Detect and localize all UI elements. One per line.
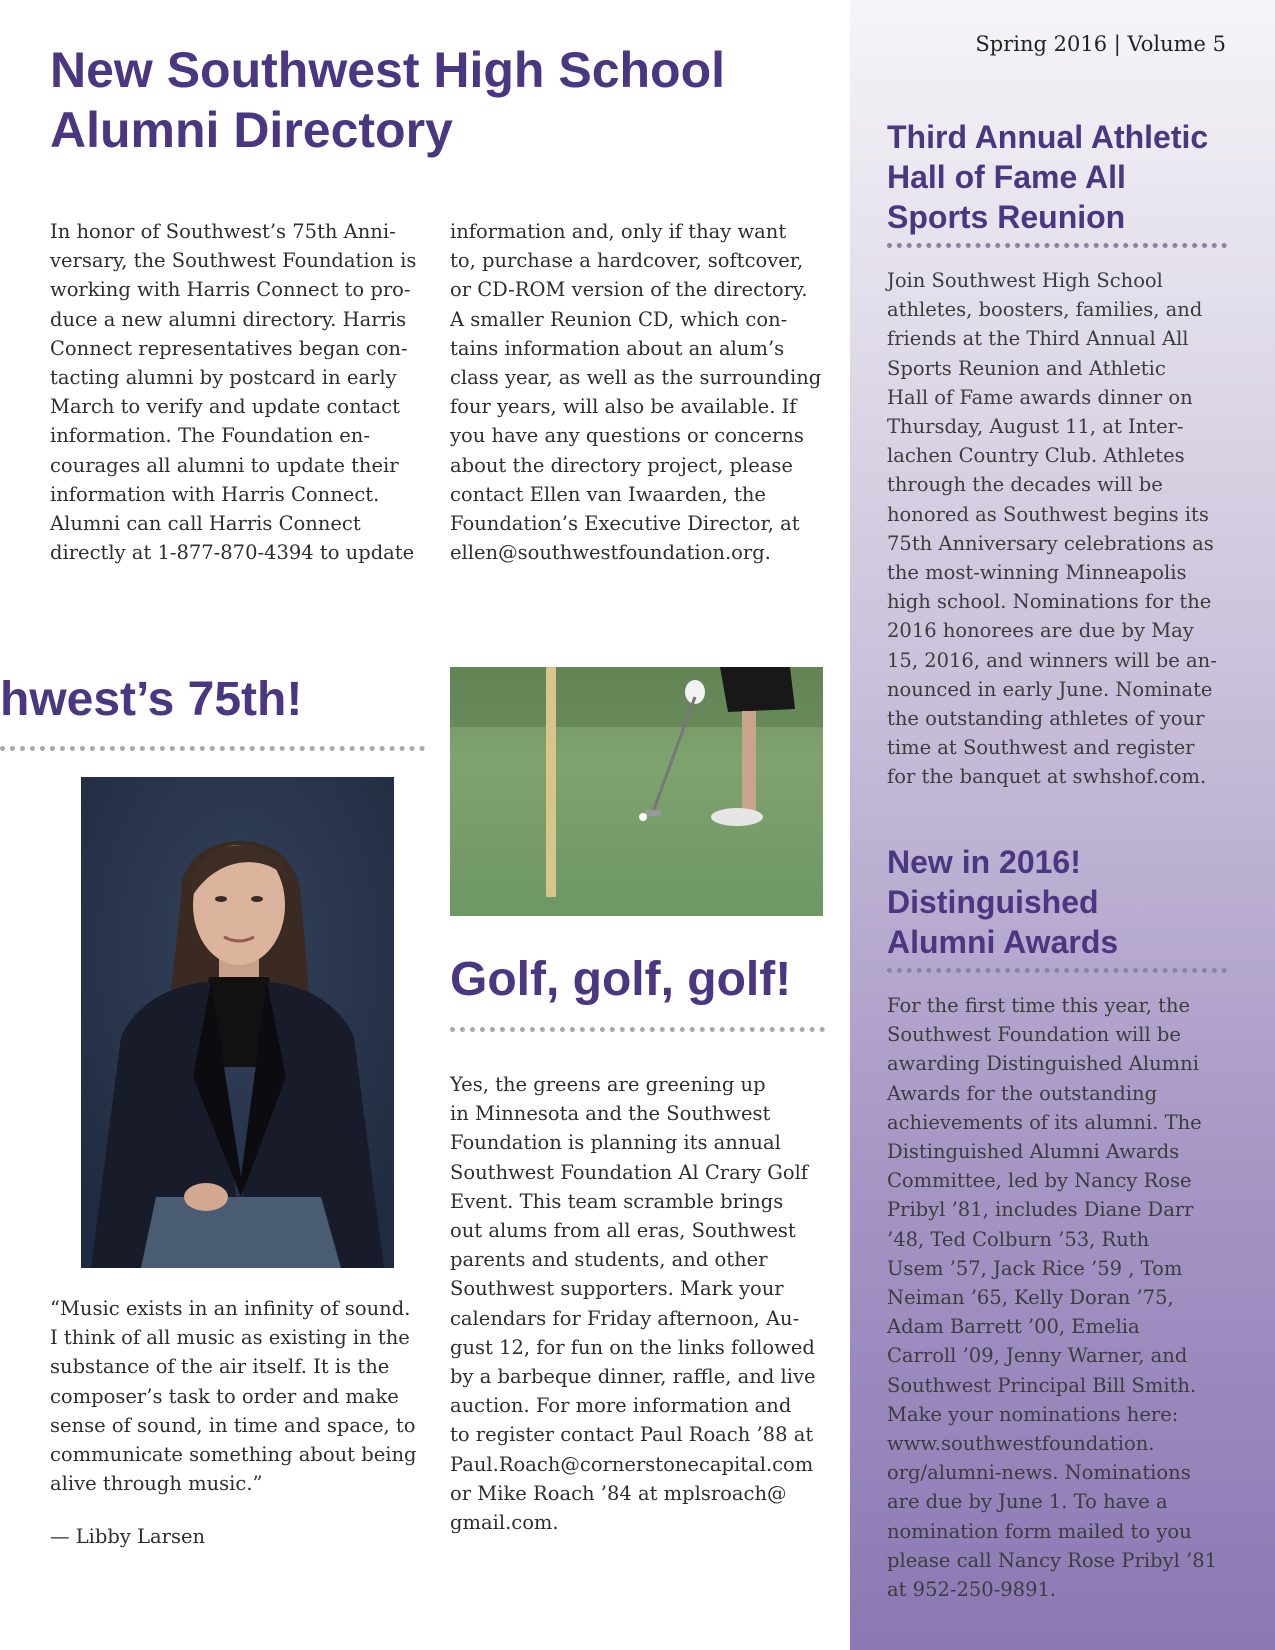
alumni-awards-headline: New in 2016! Distinguished Alumni Awards xyxy=(887,844,1119,960)
directory-column-2: information and, only if thay want to, purchase a hardcover, softcover, or CD-ROM version of the directory. A smaller Reunion CD, which con- tains information about an alum’s class year, as well as the surrounding four years, will also be available. If you have any questions or concerns about the directory project, please contact Ellen van Iwaarden, the Foundation’s Executive Director, at ellen@southwestfoundation.org. xyxy=(450,220,822,565)
directory-column-1: In honor of Southwest’s 75th Anni- versary, the Southwest Foundation is working with Harris Connect to pro- duce a new alumni directory. Harris Connect representatives began con- tacting alumni by postcard in early March to verify and update contact information. The Foundation en- courages all alumni to update their information with Harris Connect. Alumni can call Harris Connect directly at 1-877-870-4394 to update xyxy=(50,220,417,565)
golf-photo xyxy=(450,667,823,916)
hall-of-fame-body: Join Southwest High School athletes, boosters, families, and friends at the Third Annual All Sports Reunion and Athletic Hall of Fame awards dinner on Thursday, August 11, at Inter- lachen Country Club. Athletes through the decades will be honored as Southwest begins its 75th Anniversary celebrations as the most-winning Minneapolis high school. Nominations for the 2016 honorees are due by May 15, 2016, and winners will be an- nounced in early June. Nominate the outstanding athletes of your time at Southwest and register for the banquet at swhshof.com. xyxy=(887,269,1217,789)
golf-divider xyxy=(450,1027,825,1032)
issue-label: Spring 2016 | Volume 5 xyxy=(975,32,1226,56)
quote-attribution: — Libby Larsen xyxy=(50,1525,206,1548)
alumni-awards-divider xyxy=(887,968,1227,973)
hall-of-fame-divider xyxy=(887,243,1227,248)
anniversary-headline: hwest’s 75th! xyxy=(0,673,303,726)
larsen-quote: “Music exists in an infinity of sound. I think of all music as existing in the substance of the air itself. It is the composer’s task to order and make sense of sound, in time and space, to communicate something about being alive through music.” xyxy=(50,1297,417,1496)
hall-of-fame-headline: Third Annual Athletic Hall of Fame All Sports Reunion xyxy=(887,119,1209,235)
alumni-awards-body: For the first time this year, the Southwest Foundation will be awarding Distinguished Alumni Awards for the outstanding achievements of its alumni. The Distinguished Alumni Awards Committee, led by Nancy Rose Pribyl ’81, includes Diane Darr ’48, Ted Colburn ’53, Ruth Usem ’57, Jack Rice ’59 , Tom Neiman ’65, Kelly Doran ’75, Adam Barrett ’00, Emelia Carroll ’09, Jenny Warner, and Southwest Principal Bill Smith. Make your nominations here: www.southwestfoundation. org/alumni-news. Nominations are due by June 1. To have a nomination form mailed to you please call Nancy Rose Pribyl ’81 at 952-250-9891. xyxy=(887,994,1218,1602)
golf-headline: Golf, golf, golf! xyxy=(450,953,792,1006)
libby-larsen-portrait xyxy=(81,777,394,1268)
golf-body: Yes, the greens are greening up in Minnesota and the Southwest Foundation is planning its annual Southwest Foundation Al Crary Golf Event. This team scramble brings out alums from all eras, Southwest parents and students, and other Southwest supporters. Mark your calendars for Friday afternoon, Au- gust 12, for fun on the links followed by a barbeque dinner, raffle, and live auction. For more information and to register contact Paul Roach ’88 at Paul.Roach@cornerstonecapital.com or Mike Roach ’84 at mplsroach@ gmail.com. xyxy=(450,1073,816,1535)
directory-headline: New Southwest High School Alumni Directory xyxy=(50,42,726,158)
anniversary-divider xyxy=(0,746,425,751)
